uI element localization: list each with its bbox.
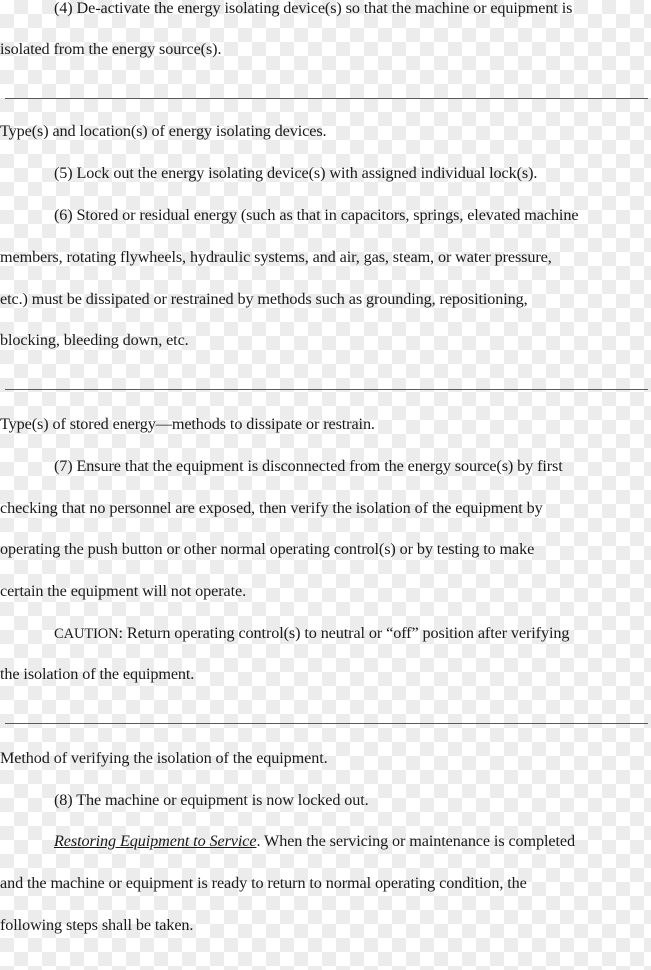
restoring-line-3: following steps shall be taken. [0, 916, 194, 934]
restoring-text: . When the servicing or maintenance is completed [256, 832, 575, 850]
step-4-line-2: isolated from the energy source(s). [0, 40, 222, 58]
step-4-line-1: (4) De-activate the energy isolating device(s) so that the machine or equipment is [54, 0, 573, 17]
step-6-line-4: blocking, bleeding down, etc. [0, 331, 189, 349]
caution-text: : Return operating control(s) to neutral or “off” position after verifying [118, 624, 570, 642]
fill-in-blank-line-isolating-devices [5, 98, 648, 99]
step-5: (5) Lock out the energy isolating device(s) with assigned individual lock(s). [54, 164, 538, 182]
step-7-line-4: certain the equipment will not operate. [0, 582, 247, 600]
step-6-line-3: etc.) must be dissipated or restrained by methods such as grounding, repositioning, [0, 290, 528, 308]
restoring-line-2: and the machine or equipment is ready to return to normal operating condition, the [0, 874, 527, 892]
step-6-line-2: members, rotating flywheels, hydraulic systems, and air, gas, steam, or water pressure, [0, 248, 552, 266]
blank-caption-isolating-devices: Type(s) and location(s) of energy isolating devices. [0, 122, 327, 140]
step-6-line-1: (6) Stored or residual energy (such as that in capacitors, springs, elevated machine [54, 206, 579, 224]
fill-in-blank-line-verification-method [5, 723, 648, 724]
fill-in-blank-line-stored-energy [5, 389, 648, 390]
step-7-line-1: (7) Ensure that the equipment is disconnected from the energy source(s) by first [54, 457, 563, 475]
blank-caption-verification-method: Method of verifying the isolation of the equipment. [0, 749, 328, 767]
caution-label: CAUTION [54, 626, 119, 642]
caution-line-2: the isolation of the equipment. [0, 665, 195, 683]
restoring-heading: Restoring Equipment to Service [54, 832, 257, 850]
caution-line-1 [54, 623, 569, 644]
step-7-line-2: checking that no personnel are exposed, then verify the isolation of the equipment by [0, 499, 543, 517]
restoring-line-1 [54, 831, 575, 851]
step-8: (8) The machine or equipment is now locked out. [54, 791, 369, 809]
step-7-line-3: operating the push button or other normal operating control(s) or by testing to make [0, 540, 535, 558]
blank-caption-stored-energy: Type(s) of stored energy—methods to dissipate or restrain. [0, 415, 375, 433]
